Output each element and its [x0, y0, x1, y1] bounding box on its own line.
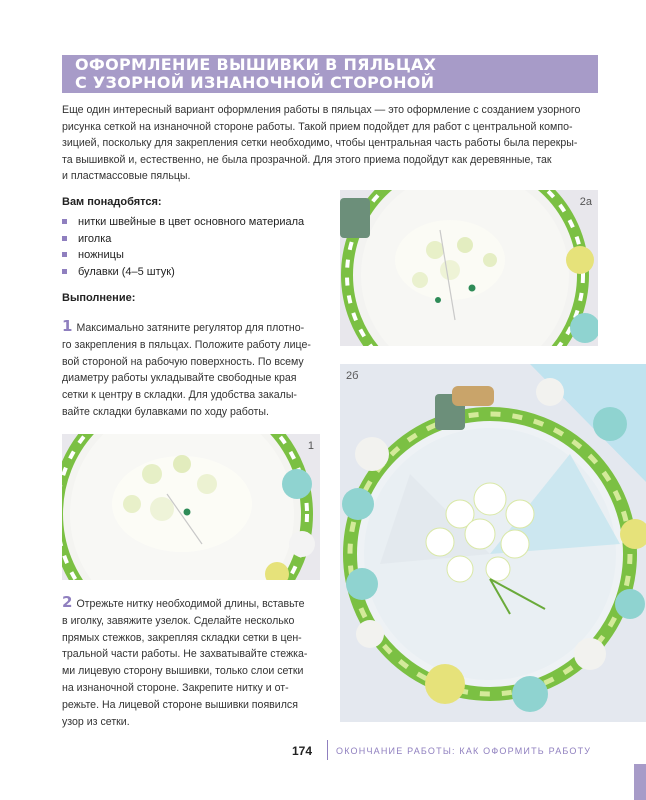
execution-heading: Выполнение: — [62, 292, 136, 304]
page-title-line-1: ОФОРМЛЕНИЕ ВЫШИВКИ В ПЯЛЬЦАХ — [75, 55, 437, 74]
material-label: нитки швейные в цвет основного материала — [78, 216, 305, 228]
step-line: го закрепления в пяльцах. Положите работу лице- — [62, 338, 311, 351]
intro-paragraph — [62, 102, 598, 185]
step-line-text: Отрежьте нитку необходимой длины, вставьте — [76, 598, 305, 610]
step-line: режьте. На лицевой стороне вышивки появился — [62, 698, 298, 711]
bullet-icon — [62, 269, 67, 274]
step-1-text — [62, 318, 320, 421]
footer-divider — [327, 740, 328, 760]
list-item — [62, 214, 304, 231]
step-line: вайте складки булавками по ходу работы. — [62, 405, 269, 418]
page-title-line-2: С УЗОРНОЙ ИЗНАНОЧНОЙ СТОРОНОЙ — [75, 73, 435, 92]
material-label: булавки (4–5 штук) — [78, 265, 175, 278]
intro-line: рисунка сеткой на изнаночной стороне работы. Такой прием подойдет для работ с центральной компо- — [62, 120, 573, 133]
step-number: 2 — [62, 593, 73, 611]
intro-line: та вышивкой и, естественно, не была прозрачной. Для этого приема подойдут как деревянные, так — [62, 153, 552, 166]
list-item — [62, 247, 304, 264]
step-line: узор из сетки. — [62, 715, 130, 728]
materials-heading: Вам понадобятся: — [62, 196, 162, 208]
intro-line: и пластмассовые пяльцы. — [62, 170, 191, 182]
step-line: в иголку, завяжите узелок. Сделайте несколько — [62, 614, 295, 627]
step-line: диаметру работы укладывайте свободные края — [62, 372, 297, 385]
step-line: на изнаночной стороне. Закрепите нитку и от- — [62, 681, 289, 694]
step-line-text: Максимально затяните регулятор для плотно- — [76, 322, 305, 334]
step-line — [62, 594, 320, 613]
material-label: ножницы — [78, 249, 124, 261]
list-item — [62, 264, 304, 281]
photo-1 — [62, 434, 320, 580]
intro-line: зицией, поскольку для закрепления сетки необходимо, чтобы центральная часть работы была перекры- — [62, 137, 578, 149]
photo-label: 2а — [579, 196, 592, 208]
bullet-icon — [62, 236, 67, 241]
step-line: тральной части работы. Не захватывайте стежка- — [62, 648, 308, 661]
photo-label: 1 — [307, 440, 314, 452]
step-2-text — [62, 594, 320, 730]
photo-2b — [340, 364, 646, 722]
bullet-icon — [62, 219, 67, 224]
page-number: 174 — [292, 744, 313, 758]
step-line — [62, 318, 320, 337]
photo-2a — [340, 190, 598, 346]
chapter-title: ОКОНЧАНИЕ РАБОТЫ: КАК ОФОРМИТЬ РАБОТУ — [336, 746, 592, 756]
step-line: сетки к центру в складки. Для удобства закалы- — [62, 389, 297, 402]
step-number: 1 — [62, 317, 73, 335]
page-edge-tab — [634, 764, 646, 800]
list-item — [62, 231, 304, 248]
step-line: прямых стежков, закрепляя складки сетки в цен- — [62, 631, 302, 644]
material-label: иголка — [78, 232, 112, 245]
photo-label: 2б — [346, 370, 359, 382]
materials-list — [62, 214, 304, 280]
step-line: вой стороной на рабочую поверхность. По всему — [62, 355, 304, 368]
intro-line: Еще один интересный вариант оформления работы в пяльцах — это оформление с созданием узорного — [62, 104, 581, 116]
bullet-icon — [62, 252, 67, 257]
step-line: ми лицевую сторону вышивки, только слои сетки — [62, 665, 304, 678]
